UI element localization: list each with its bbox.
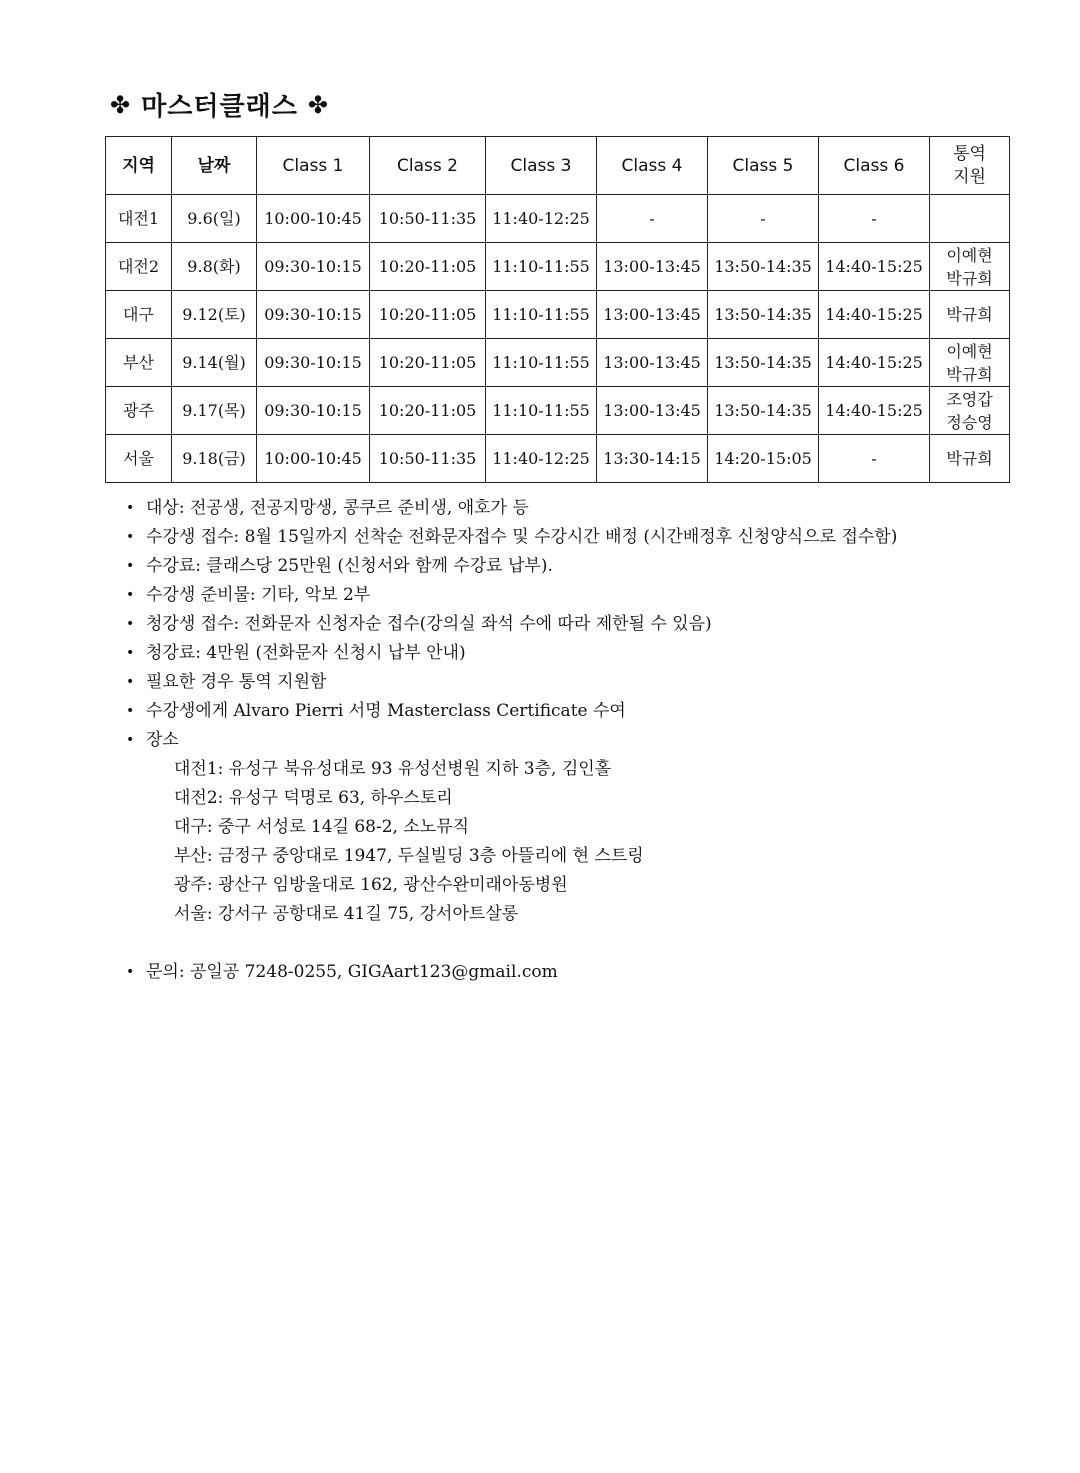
cell-class-6: 14:40-15:25	[819, 291, 930, 339]
list-item	[126, 523, 1026, 552]
venue-label: 장소	[146, 730, 179, 750]
page-title	[110, 86, 329, 123]
cell-region: 서울	[106, 435, 172, 483]
schedule-table	[105, 136, 1010, 483]
cell-interpretation	[930, 291, 1010, 339]
cell-class-1: 09:30-10:15	[257, 339, 370, 387]
cell-class-2: 10:50-11:35	[370, 435, 486, 483]
list-item	[126, 552, 1026, 581]
clover-icon-left: ✤	[110, 90, 132, 119]
cell-region: 대구	[106, 291, 172, 339]
note-text: 청강생 접수: 전화문자 신청자순 접수(강의실 좌석 수에 따라 제한될 수 있음)	[146, 614, 712, 634]
venue-address: 광주: 광산구 임방울대로 162, 광산수완미래아동병원	[174, 875, 568, 895]
cell-class-6: -	[819, 435, 930, 483]
cell-region: 대전1	[106, 195, 172, 243]
cell-date: 9.12(토)	[172, 291, 257, 339]
cell-class-2: 10:20-11:05	[370, 387, 486, 435]
cell-class-1: 10:00-10:45	[257, 195, 370, 243]
cell-class-2: 10:50-11:35	[370, 195, 486, 243]
cell-class-4: 13:00-13:45	[597, 291, 708, 339]
table-row	[106, 195, 1010, 243]
cell-class-1: 09:30-10:15	[257, 291, 370, 339]
page-title-text: 마스터클래스	[141, 92, 298, 122]
cell-class-3: 11:10-11:55	[486, 387, 597, 435]
cell-class-4: 13:30-14:15	[597, 435, 708, 483]
cell-class-5: 14:20-15:05	[708, 435, 819, 483]
header-class-5: Class 5	[708, 137, 819, 195]
cell-interpretation	[930, 243, 1010, 291]
contact-text: 문의: 공일공 7248-0255, GIGAart123@gmail.com	[146, 962, 558, 982]
header-class-2: Class 2	[370, 137, 486, 195]
cell-class-5: 13:50-14:35	[708, 387, 819, 435]
cell-class-5: 13:50-14:35	[708, 339, 819, 387]
bullet-icon: •	[126, 529, 135, 545]
header-interpretation-line-2: 지원	[953, 166, 986, 187]
interpreter-name: 박규희	[946, 364, 993, 384]
interpreter-name: 정승영	[946, 412, 993, 432]
header-class-4: Class 4	[597, 137, 708, 195]
cell-class-4: 13:00-13:45	[597, 339, 708, 387]
cell-region: 대전2	[106, 243, 172, 291]
list-item	[126, 581, 1026, 610]
contact-item	[126, 958, 1026, 987]
list-item	[126, 494, 1026, 523]
cell-class-4: -	[597, 195, 708, 243]
venue-address: 부산: 금정구 중앙대로 1947, 두실빌딩 3층 아뜰리에 현 스트링	[174, 846, 644, 866]
interpreter-name: 조영갑	[946, 389, 993, 409]
cell-class-6: 14:40-15:25	[819, 339, 930, 387]
list-item	[126, 639, 1026, 668]
interpreter-name: 이예현	[946, 341, 993, 361]
table-row	[106, 339, 1010, 387]
table-row	[106, 387, 1010, 435]
header-interpretation	[930, 137, 1010, 195]
cell-interpretation	[930, 435, 1010, 483]
note-text: 대상: 전공생, 전공지망생, 콩쿠르 준비생, 애호가 등	[146, 498, 529, 518]
cell-class-5: 13:50-14:35	[708, 291, 819, 339]
bullet-icon: •	[126, 500, 135, 516]
cell-region: 광주	[106, 387, 172, 435]
cell-date: 9.14(월)	[172, 339, 257, 387]
list-item	[126, 668, 1026, 697]
cell-class-5: 13:50-14:35	[708, 243, 819, 291]
cell-interpretation	[930, 387, 1010, 435]
cell-class-3: 11:40-12:25	[486, 435, 597, 483]
bullet-icon: •	[126, 732, 135, 748]
cell-class-2: 10:20-11:05	[370, 243, 486, 291]
cell-class-6: 14:40-15:25	[819, 243, 930, 291]
cell-class-3: 11:10-11:55	[486, 339, 597, 387]
bullet-icon: •	[126, 587, 135, 603]
cell-class-1: 09:30-10:15	[257, 243, 370, 291]
cell-class-1: 09:30-10:15	[257, 387, 370, 435]
header-date: 날짜	[172, 137, 257, 195]
table-row	[106, 243, 1010, 291]
bullet-icon: •	[126, 558, 135, 574]
cell-interpretation	[930, 195, 1010, 243]
cell-class-4: 13:00-13:45	[597, 387, 708, 435]
note-text: 필요한 경우 통역 지원함	[146, 672, 327, 692]
interpreter-name: 박규희	[946, 305, 993, 324]
header-interpretation-line-1: 통역	[953, 143, 986, 164]
cell-class-6: 14:40-15:25	[819, 387, 930, 435]
cell-date: 9.8(화)	[172, 243, 257, 291]
header-class-3: Class 3	[486, 137, 597, 195]
venue-address: 대전2: 유성구 덕명로 63, 하우스토리	[174, 788, 453, 808]
cell-class-1: 10:00-10:45	[257, 435, 370, 483]
bullet-icon: •	[126, 645, 135, 661]
cell-date: 9.17(목)	[172, 387, 257, 435]
note-text: 청강료: 4만원 (전화문자 신청시 납부 안내)	[146, 643, 466, 663]
cell-class-3: 11:10-11:55	[486, 243, 597, 291]
cell-class-3: 11:10-11:55	[486, 291, 597, 339]
header-class-1: Class 1	[257, 137, 370, 195]
venue-item	[126, 726, 1026, 929]
cell-class-5: -	[708, 195, 819, 243]
cell-class-3: 11:40-12:25	[486, 195, 597, 243]
table-row	[106, 291, 1010, 339]
interpreter-name: 박규희	[946, 449, 993, 468]
header-region: 지역	[106, 137, 172, 195]
bullet-icon: •	[126, 703, 135, 719]
venue-address: 대전1: 유성구 북유성대로 93 유성선병원 지하 3층, 김인홀	[174, 759, 612, 779]
list-item	[126, 610, 1026, 639]
note-text: 수강생에게 Alvaro Pierri 서명 Masterclass Certificate 수여	[146, 701, 626, 721]
header-class-6: Class 6	[819, 137, 930, 195]
interpreter-name: 박규희	[946, 268, 993, 288]
note-text: 수강생 준비물: 기타, 악보 2부	[146, 585, 371, 605]
note-text: 수강료: 클래스당 25만원 (신청서와 함께 수강료 납부).	[146, 556, 553, 576]
note-text: 수강생 접수: 8월 15일까지 선착순 전화문자접수 및 수강시간 배정 (시간배정후 신청양식으로 접수함)	[146, 527, 898, 547]
table-header-row	[106, 137, 1010, 195]
cell-class-4: 13:00-13:45	[597, 243, 708, 291]
bullet-icon: •	[126, 964, 135, 980]
cell-interpretation	[930, 339, 1010, 387]
venue-list	[146, 755, 1026, 929]
venue-address: 서울: 강서구 공항대로 41길 75, 강서아트살롱	[174, 904, 519, 924]
cell-region: 부산	[106, 339, 172, 387]
clover-icon-right: ✤	[307, 90, 329, 119]
list-item	[126, 697, 1026, 726]
cell-date: 9.18(금)	[172, 435, 257, 483]
cell-class-2: 10:20-11:05	[370, 291, 486, 339]
cell-date: 9.6(일)	[172, 195, 257, 243]
bullet-icon: •	[126, 616, 135, 632]
cell-class-2: 10:20-11:05	[370, 339, 486, 387]
cell-class-6: -	[819, 195, 930, 243]
bullet-icon: •	[126, 674, 135, 690]
venue-address: 대구: 중구 서성로 14길 68-2, 소노뮤직	[174, 817, 470, 837]
table-row	[106, 435, 1010, 483]
notes-list	[126, 494, 1026, 987]
interpreter-name: 이예현	[946, 245, 993, 265]
